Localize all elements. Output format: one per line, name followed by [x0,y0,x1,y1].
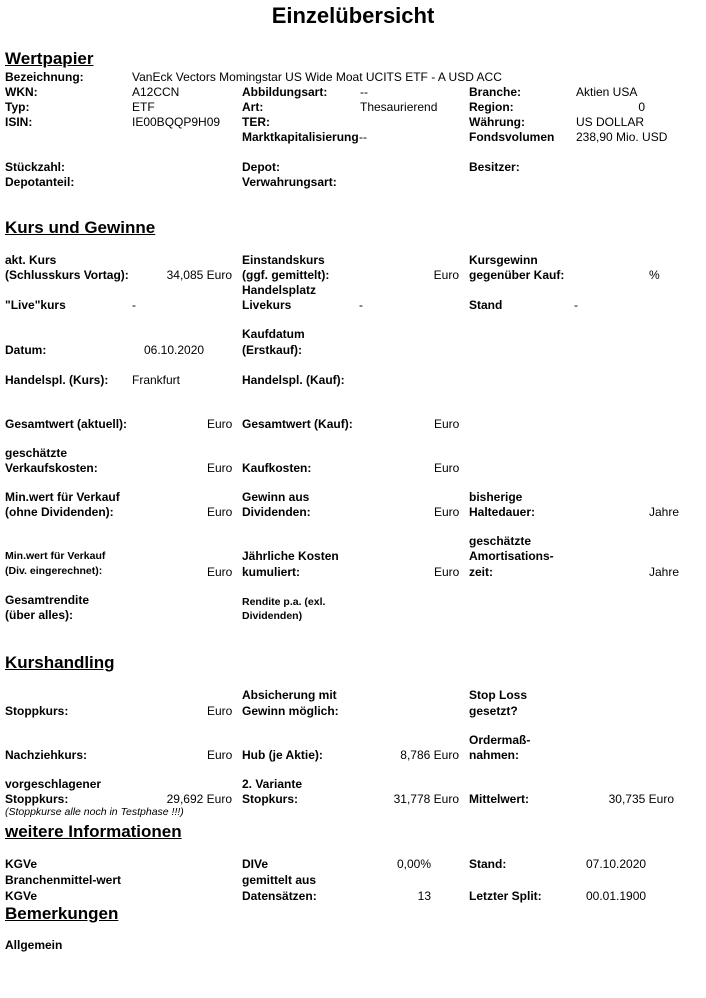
kursgewinn-label-2: gegenüber Kauf: [469,268,565,282]
gesamtwert-aktuell-label: Gesamtwert (aktuell): [5,417,128,431]
gesamtwert-kauf-unit: Euro [434,417,460,431]
einstandskurs-unit: Euro [433,268,459,282]
jaehrliche-kosten-label: Jährliche Kosten [242,549,339,563]
kursgewinn-label: Kursgewinn [469,253,538,267]
haltedauer-unit: Jahre [649,505,680,519]
depotanteil-label: Depotanteil: [5,175,75,189]
region-value: 0 [638,100,645,114]
einstandskurs-label: Einstandskurs [242,253,325,267]
wkn-label: WKN: [5,85,38,99]
akt-kurs-value: 34,085 Euro [166,268,232,282]
verkaufskosten-label: geschätzte [5,446,68,460]
einstandskurs-label-2: (ggf. gemittelt): [242,268,330,282]
hub-value: 8,786 Euro [400,748,459,762]
jaehrliche-kosten-label-2: kumuliert: [242,565,301,579]
page-title: Einzelübersicht [271,3,435,28]
stoppkurs-unit: Euro [207,704,233,718]
rendite-pa-label: Rendite p.a. (exl. [242,596,326,608]
handelsplatz-kurs-value: Frankfurt [132,373,181,387]
akt-kurs-label-2: (Schlusskurs Vortag): [5,268,129,282]
verkaufskosten-label-2: Verkaufskosten: [5,461,98,475]
minwert-mit-div-label-2: (Div. eingerechnet): [5,565,103,577]
testphase-note: (Stoppkurse alle noch in Testphase !!!) [5,806,184,818]
gesamtrendite-label-2: (über alles): [5,608,74,622]
minwert-ohne-div-label-2: (ohne Dividenden): [5,505,114,519]
mittelwert-label: Mittelwert: [469,792,529,806]
livekurs-label: Livekurs [242,298,292,312]
ordermassnahmen-label: Ordermaß- [469,733,531,747]
ordermassnahmen-label-2: nahmen: [469,748,520,762]
gemittelt-label-2: Datensätzen: [242,889,317,903]
stoploss-label: Stop Loss [469,688,528,702]
region-label: Region: [469,100,514,114]
isin-value: IE00BQQP9H09 [132,115,221,129]
nachziehkurs-label: Nachziehkurs: [5,748,88,762]
depot-label: Depot: [242,160,280,174]
art-label: Art: [242,100,264,114]
gewinn-dividenden-unit: Euro [434,505,460,519]
variante2-label-2: Stopkurs: [242,792,299,806]
absicherung-label: Absicherung mit [242,688,337,702]
amortisation-label-3: zeit: [469,565,493,579]
minwert-ohne-div-label: Min.wert für Verkauf [5,490,120,504]
letzter-split-value: 00.01.1900 [586,889,647,903]
gemittelt-label: gemittelt aus [242,873,317,887]
variante2-value: 31,778 Euro [393,792,459,806]
handelsplatz-kauf-label: Handelspl. (Kauf): [242,373,345,387]
marktkap-label: Marktkapitalisierung [242,130,359,144]
mittelwert-value: 30,735 Euro [608,792,674,806]
abbildungsart-value: -- [360,85,368,99]
dive-value: 0,00% [396,857,431,871]
typ-value: ETF [132,100,155,114]
hub-label: Hub (je Aktie): [242,748,323,762]
live-kurs-label: "Live"kurs [5,298,66,312]
section-heading-weitere: weitere Informationen [5,822,182,841]
isin-label: ISIN: [5,115,33,129]
verwahrungsart-label: Verwahrungsart: [242,175,337,189]
bezeichnung-label: Bezeichnung: [5,70,84,84]
gesamtwert-aktuell-unit: Euro [207,417,233,431]
haltedauer-label: bisherige [469,490,523,504]
stueckzahl-label: Stückzahl: [5,160,66,174]
stand-date-label: Stand: [469,857,507,871]
section-heading-kurs: Kurs und Gewinne [5,218,156,237]
datum-value: 06.10.2020 [144,343,205,357]
kaufdatum-label-2: (Erstkauf): [242,343,303,357]
rendite-pa-label-2: Dividenden) [242,610,303,622]
letzter-split-label: Letzter Split: [469,889,542,903]
branche-label: Branche: [469,85,522,99]
typ-label: Typ: [5,100,30,114]
section-heading-wertpapier: Wertpapier [5,49,94,68]
minwert-mit-div-label: Min.wert für Verkauf [5,550,106,562]
nachziehkurs-unit: Euro [207,748,233,762]
branchenmittelwert-label: Branchenmittel-wert [5,873,122,887]
kursgewinn-unit: % [649,268,660,282]
stand-label: Stand [469,298,503,312]
datum-label: Datum: [5,343,47,357]
section-heading-kurshandling: Kurshandling [5,653,115,672]
minwert-mit-div-unit: Euro [207,565,233,579]
section-heading-bemerkungen: Bemerkungen [5,904,119,923]
amortisation-unit: Jahre [649,565,680,579]
amortisation-label: geschätzte [469,534,532,548]
vorgeschlagener-stoppkurs-label: vorgeschlagener [5,777,102,791]
branchenmittelwert-label-2: KGVe [5,889,38,903]
livekurs-value: - [359,298,363,312]
kaufkosten-unit: Euro [434,461,460,475]
fondsvolumen-label: Fondsvolumen [469,130,555,144]
handelsplatz-kurs-label: Handelspl. (Kurs): [5,373,109,387]
stoppkurs-label: Stoppkurs: [5,704,69,718]
waehrung-label: Währung: [469,115,525,129]
amortisation-label-2: Amortisations- [469,549,554,563]
gewinn-dividenden-label-2: Dividenden: [242,505,311,519]
marktkap-value: -- [359,130,367,144]
kaufdatum-label: Kaufdatum [242,327,305,341]
vorgeschlagener-stoppkurs-value: 29,692 Euro [166,792,232,806]
dive-label: DIVe [242,857,269,871]
stand-value: - [574,298,578,312]
stand-date-value: 07.10.2020 [586,857,647,871]
branche-value: Aktien USA [576,85,638,99]
akt-kurs-label: akt. Kurs [5,253,57,267]
bezeichnung-value: VanEck Vectors Momingstar US Wide Moat UCITS ETF - A USD ACC [132,70,502,84]
absicherung-label-2: Gewinn möglich: [242,704,339,718]
vorgeschlagener-stoppkurs-label-2: Stoppkurs: [5,792,69,806]
jaehrliche-kosten-unit: Euro [434,565,460,579]
kaufkosten-label: Kaufkosten: [242,461,312,475]
variante2-label: 2. Variante [242,777,303,791]
handelsplatz-label: Handelsplatz [242,283,317,297]
verkaufskosten-unit: Euro [207,461,233,475]
gesamtrendite-label: Gesamtrendite [5,593,90,607]
stoploss-label-2: gesetzt? [469,704,518,718]
haltedauer-label-2: Haltedauer: [469,505,536,519]
ter-label: TER: [242,115,270,129]
gewinn-dividenden-label: Gewinn aus [242,490,310,504]
minwert-ohne-div-unit: Euro [207,505,233,519]
allgemein-label: Allgemein [5,938,63,952]
art-value: Thesaurierend [360,100,438,114]
abbildungsart-label: Abbildungsart: [242,85,328,99]
fondsvolumen-value: 238,90 Mio. USD [576,130,668,144]
wkn-value: A12CCN [132,85,180,99]
gesamtwert-kauf-label: Gesamtwert (Kauf): [242,417,353,431]
kgve-label: KGVe [5,857,38,871]
besitzer-label: Besitzer: [469,160,520,174]
live-kurs-value: - [132,298,136,312]
waehrung-value: US DOLLAR [576,115,645,129]
gemittelt-value: 13 [417,889,431,903]
